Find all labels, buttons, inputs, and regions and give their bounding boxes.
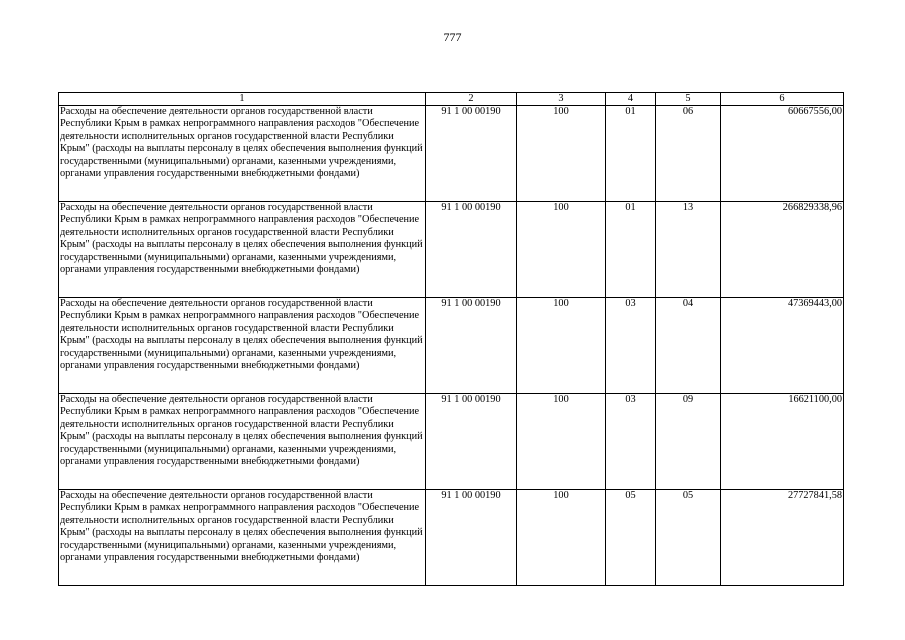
page-number: 777 [443,30,462,44]
row-target-code: 91 1 00 00190 [426,490,517,586]
row-amount: 60667556,00 [721,106,844,202]
row-section: 03 [606,394,656,490]
row-amount: 16621100,00 [721,394,844,490]
column-header-2: 2 [426,93,517,106]
table-row [59,490,844,586]
row-section: 01 [606,106,656,202]
row-subsection: 05 [656,490,721,586]
row-subsection: 06 [656,106,721,202]
row-target-code: 91 1 00 00190 [426,298,517,394]
row-target-code: 91 1 00 00190 [426,394,517,490]
row-expense-type: 100 [517,106,606,202]
table-row [59,106,844,202]
row-subsection: 04 [656,298,721,394]
row-section: 05 [606,490,656,586]
row-subsection: 13 [656,202,721,298]
table-row [59,202,844,298]
column-header-1: 1 [59,93,426,106]
row-section: 01 [606,202,656,298]
column-header-4: 4 [606,93,656,106]
row-description: Расходы на обеспечение деятельности органов государственной власти Республики Крым в рамках непрограммного направления расходов "Обеспечение деятельности исполнительных органов государственной власти Республики Крым" (расходы на выплаты персоналу в целях обеспечения выполнения функций государственными (муниципальными) органами, казенными учреждениями, органами управления государственными внебюджетными фондами) [59,202,426,298]
row-subsection: 09 [656,394,721,490]
row-description: Расходы на обеспечение деятельности органов государственной власти Республики Крым в рамках непрограммного направления расходов "Обеспечение деятельности исполнительных органов государственной власти Республики Крым" (расходы на выплаты персоналу в целях обеспечения выполнения функций государственными (муниципальными) органами, казенными учреждениями, органами управления государственными внебюджетными фондами) [59,106,426,202]
table-row [59,298,844,394]
table-header-row [59,93,844,106]
row-description: Расходы на обеспечение деятельности органов государственной власти Республики Крым в рамках непрограммного направления расходов "Обеспечение деятельности исполнительных органов государственной власти Республики Крым" (расходы на выплаты персоналу в целях обеспечения выполнения функций государственными (муниципальными) органами, казенными учреждениями, органами управления государственными внебюджетными фондами) [59,394,426,490]
row-amount: 27727841,58 [721,490,844,586]
column-header-6: 6 [721,93,844,106]
row-description: Расходы на обеспечение деятельности органов государственной власти Республики Крым в рамках непрограммного направления расходов "Обеспечение деятельности исполнительных органов государственной власти Республики Крым" (расходы на выплаты персоналу в целях обеспечения выполнения функций государственными (муниципальными) органами, казенными учреждениями, органами управления государственными внебюджетными фондами) [59,490,426,586]
column-header-5: 5 [656,93,721,106]
row-expense-type: 100 [517,394,606,490]
row-target-code: 91 1 00 00190 [426,106,517,202]
budget-table [58,92,844,586]
row-expense-type: 100 [517,202,606,298]
row-section: 03 [606,298,656,394]
table-row [59,394,844,490]
row-amount: 266829338,96 [721,202,844,298]
row-description: Расходы на обеспечение деятельности органов государственной власти Республики Крым в рамках непрограммного направления расходов "Обеспечение деятельности исполнительных органов государственной власти Республики Крым" (расходы на выплаты персоналу в целях обеспечения выполнения функций государственными (муниципальными) органами, казенными учреждениями, органами управления государственными внебюджетными фондами) [59,298,426,394]
row-amount: 47369443,00 [721,298,844,394]
row-expense-type: 100 [517,298,606,394]
column-header-3: 3 [517,93,606,106]
row-target-code: 91 1 00 00190 [426,202,517,298]
row-expense-type: 100 [517,490,606,586]
